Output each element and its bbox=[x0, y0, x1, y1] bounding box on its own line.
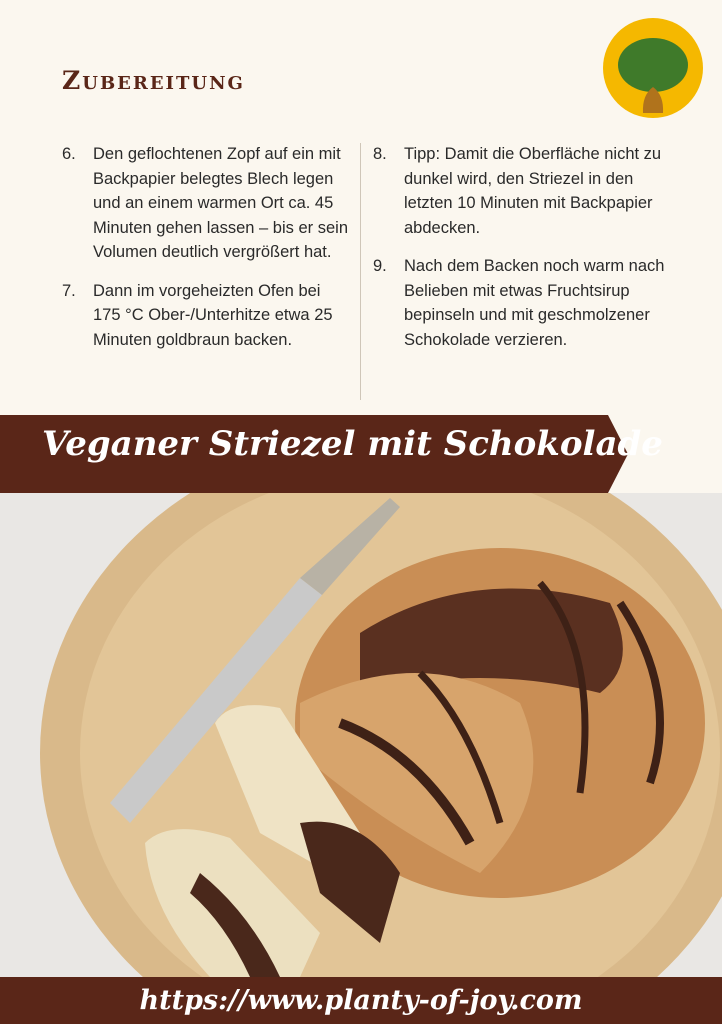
steps-column-left bbox=[62, 142, 352, 366]
step-item bbox=[373, 254, 668, 352]
column-divider bbox=[360, 143, 361, 400]
recipe-title: Veganer Striezel mit Schokolade bbox=[42, 424, 663, 464]
footer-bar bbox=[0, 977, 722, 1024]
section-title: Zubereitung bbox=[62, 66, 245, 95]
step-number: 9. bbox=[373, 257, 387, 275]
step-number: 7. bbox=[62, 281, 76, 300]
step-text: Den geflochtenen Zopf auf ein mit Backpapier belegtes Blech legen und an einem warmen Ort ca. 45 Minuten gehen lassen – bis er sein Volumen deutlich vergrößert hat. bbox=[93, 145, 348, 261]
step-number: 8. bbox=[373, 145, 387, 163]
step-item bbox=[373, 142, 668, 240]
brand-logo bbox=[602, 17, 704, 119]
step-number: 6. bbox=[62, 145, 76, 163]
striezel-photo bbox=[0, 493, 722, 977]
step-item bbox=[62, 279, 352, 353]
website-link[interactable]: https://www.planty-of-joy.com bbox=[139, 985, 583, 1016]
step-text: Tipp: Damit die Oberfläche nicht zu dunkel wird, den Striezel in den letzten 10 Minuten mit Backpapier abdecken. bbox=[404, 145, 662, 237]
step-item bbox=[62, 142, 352, 265]
steps-column-right bbox=[373, 142, 668, 366]
step-text: Nach dem Backen noch warm nach Belieben mit etwas Fruchtsirup bepinseln und mit geschmolzener Schokolade verzieren. bbox=[404, 257, 665, 349]
step-text: Dann im vorgeheizten Ofen bei 175 °C Ober-/Unterhitze etwa 25 Minuten goldbraun backen. bbox=[93, 281, 333, 349]
